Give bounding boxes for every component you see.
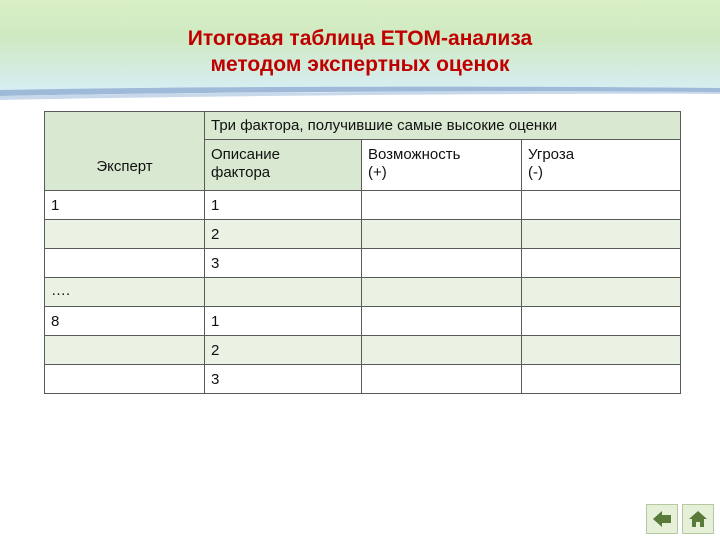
factor-cell: 1 [205, 191, 362, 220]
opportunity-cell [362, 220, 522, 249]
expert-header-cell [45, 112, 205, 191]
expert-cell: …. [45, 278, 205, 307]
expert-cell [45, 365, 205, 394]
slide-header [0, 0, 720, 92]
expert-cell: 8 [45, 307, 205, 336]
description-header-line1: Описание [211, 146, 281, 163]
threat-cell [522, 336, 681, 365]
opportunity-cell [362, 307, 522, 336]
opportunity-header-line1: Возможность [368, 146, 461, 163]
page-title [0, 26, 720, 78]
threat-header-cell [522, 140, 681, 191]
table-row [45, 336, 681, 365]
title-line-2: методом экспертных оценок [210, 53, 510, 76]
arrow-left-icon [651, 509, 673, 529]
threat-cell [522, 191, 681, 220]
header-swoosh [0, 84, 720, 102]
home-button[interactable] [682, 504, 714, 534]
factor-cell: 3 [205, 365, 362, 394]
opportunity-cell [362, 249, 522, 278]
table-row [45, 278, 681, 307]
factor-cell: 2 [205, 336, 362, 365]
expert-cell [45, 220, 205, 249]
threat-cell [522, 278, 681, 307]
expert-cell: 1 [45, 191, 205, 220]
threat-cell [522, 307, 681, 336]
threat-header-line2: (-) [528, 164, 543, 181]
table-row [45, 220, 681, 249]
group-header: Три фактора, получившие самые высокие оценки [211, 117, 558, 134]
table-row [45, 365, 681, 394]
opportunity-cell [362, 365, 522, 394]
threat-cell [522, 220, 681, 249]
opportunity-header-line2: (+) [368, 164, 387, 181]
table-row [45, 249, 681, 278]
factor-cell [205, 278, 362, 307]
description-header-line2: фактора [211, 164, 271, 181]
description-header-cell [205, 140, 362, 191]
factor-cell: 2 [205, 220, 362, 249]
opportunity-header-cell [362, 140, 522, 191]
slide-navigation [646, 504, 714, 534]
factor-cell: 1 [205, 307, 362, 336]
etom-table [44, 111, 681, 394]
expert-cell [45, 249, 205, 278]
back-button[interactable] [646, 504, 678, 534]
title-line-1: Итоговая таблица ETOM-анализа [187, 27, 533, 50]
opportunity-cell [362, 278, 522, 307]
group-header-cell [205, 112, 681, 140]
factor-cell: 3 [205, 249, 362, 278]
threat-cell [522, 249, 681, 278]
table-row [45, 307, 681, 336]
opportunity-cell [362, 191, 522, 220]
opportunity-cell [362, 336, 522, 365]
threat-header-line1: Угроза [528, 146, 575, 163]
expert-cell [45, 336, 205, 365]
expert-header: Эксперт [96, 157, 153, 175]
home-icon [687, 509, 709, 529]
threat-cell [522, 365, 681, 394]
table-row [45, 191, 681, 220]
